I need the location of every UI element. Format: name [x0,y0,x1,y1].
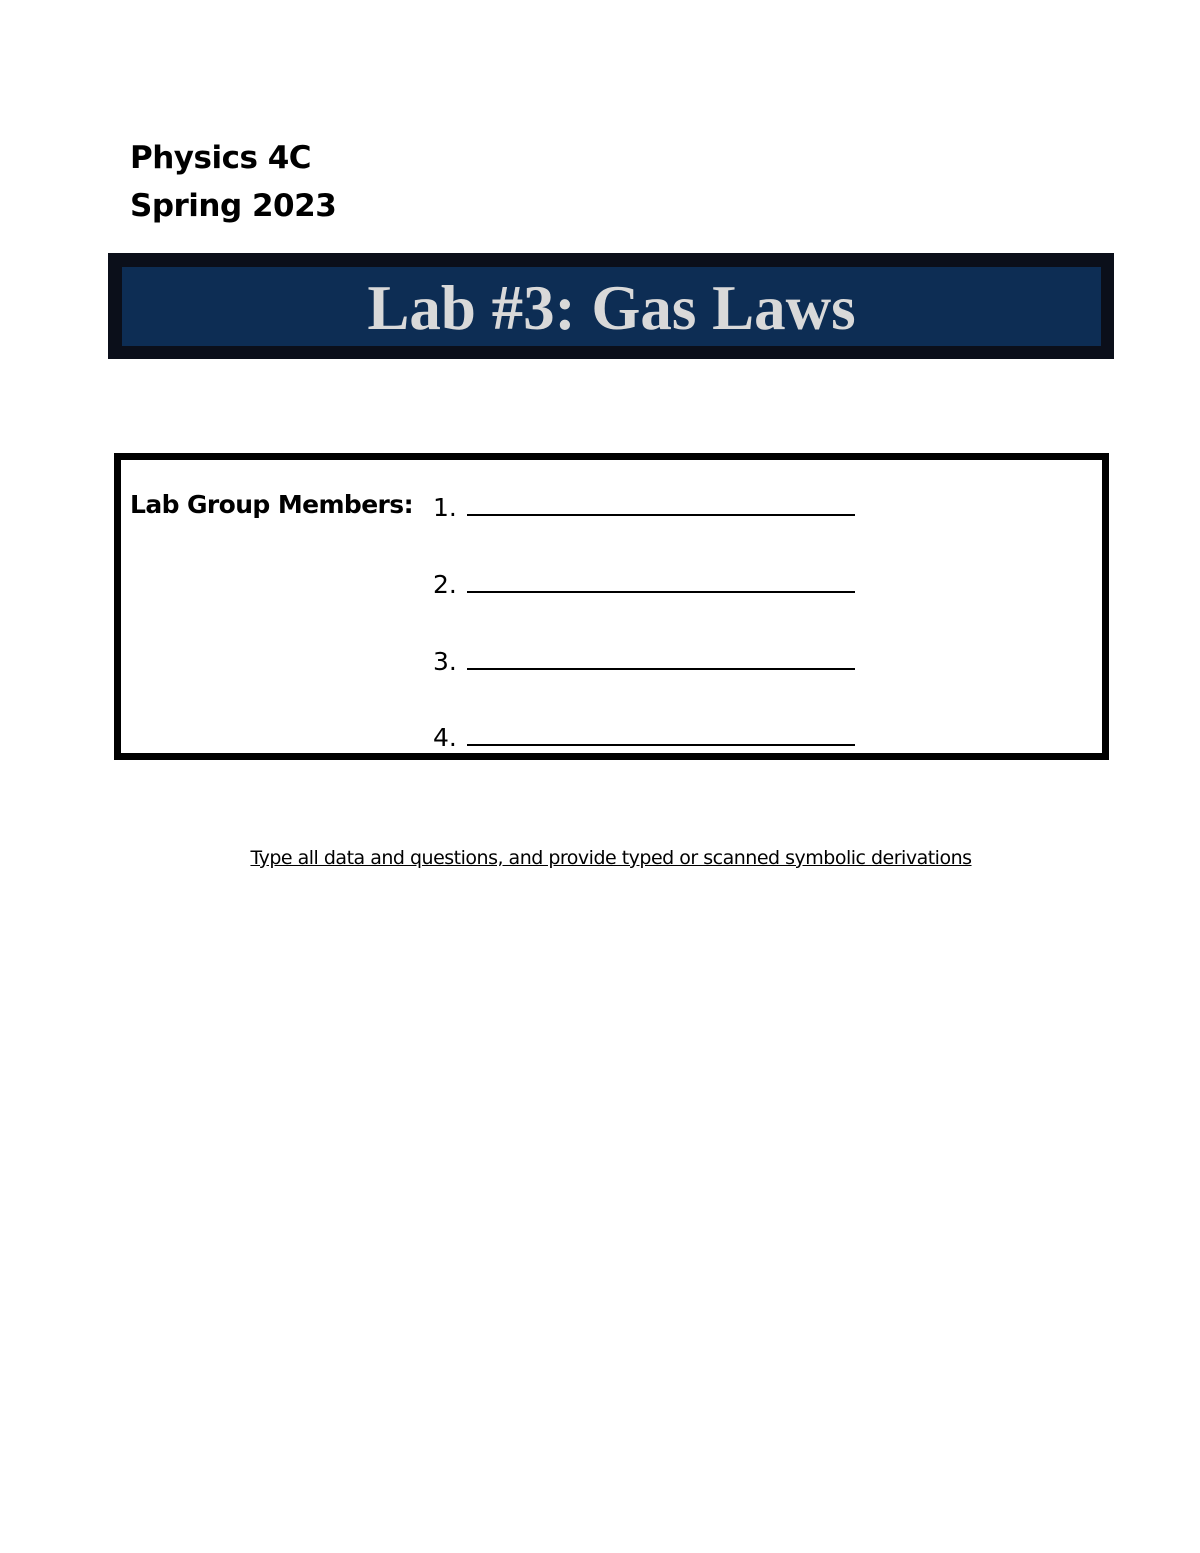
member-name-blank[interactable] [467,744,855,746]
member-number: 1. [433,493,457,522]
member-entry-1 [433,493,855,522]
member-entry-3 [433,647,855,676]
member-number: 3. [433,647,457,676]
member-number: 4. [433,723,457,752]
lab-group-members-box [114,453,1109,760]
member-name-blank[interactable] [467,668,855,670]
member-number: 2. [433,570,457,599]
course-term: Spring 2023 [130,188,337,224]
member-entry-2 [433,570,855,599]
lab-group-members-label: Lab Group Members: [130,490,413,519]
instructions-text: Type all data and questions, and provide typed or scanned symbolic derivations [250,847,972,869]
member-name-blank[interactable] [467,514,855,516]
lab-title: Lab #3: Gas Laws [367,273,856,343]
member-entry-4 [433,723,855,752]
course-header [130,134,336,230]
course-name: Physics 4C [130,140,312,176]
title-banner [108,253,1114,359]
member-name-blank[interactable] [467,591,855,593]
title-banner-inner [122,267,1101,346]
